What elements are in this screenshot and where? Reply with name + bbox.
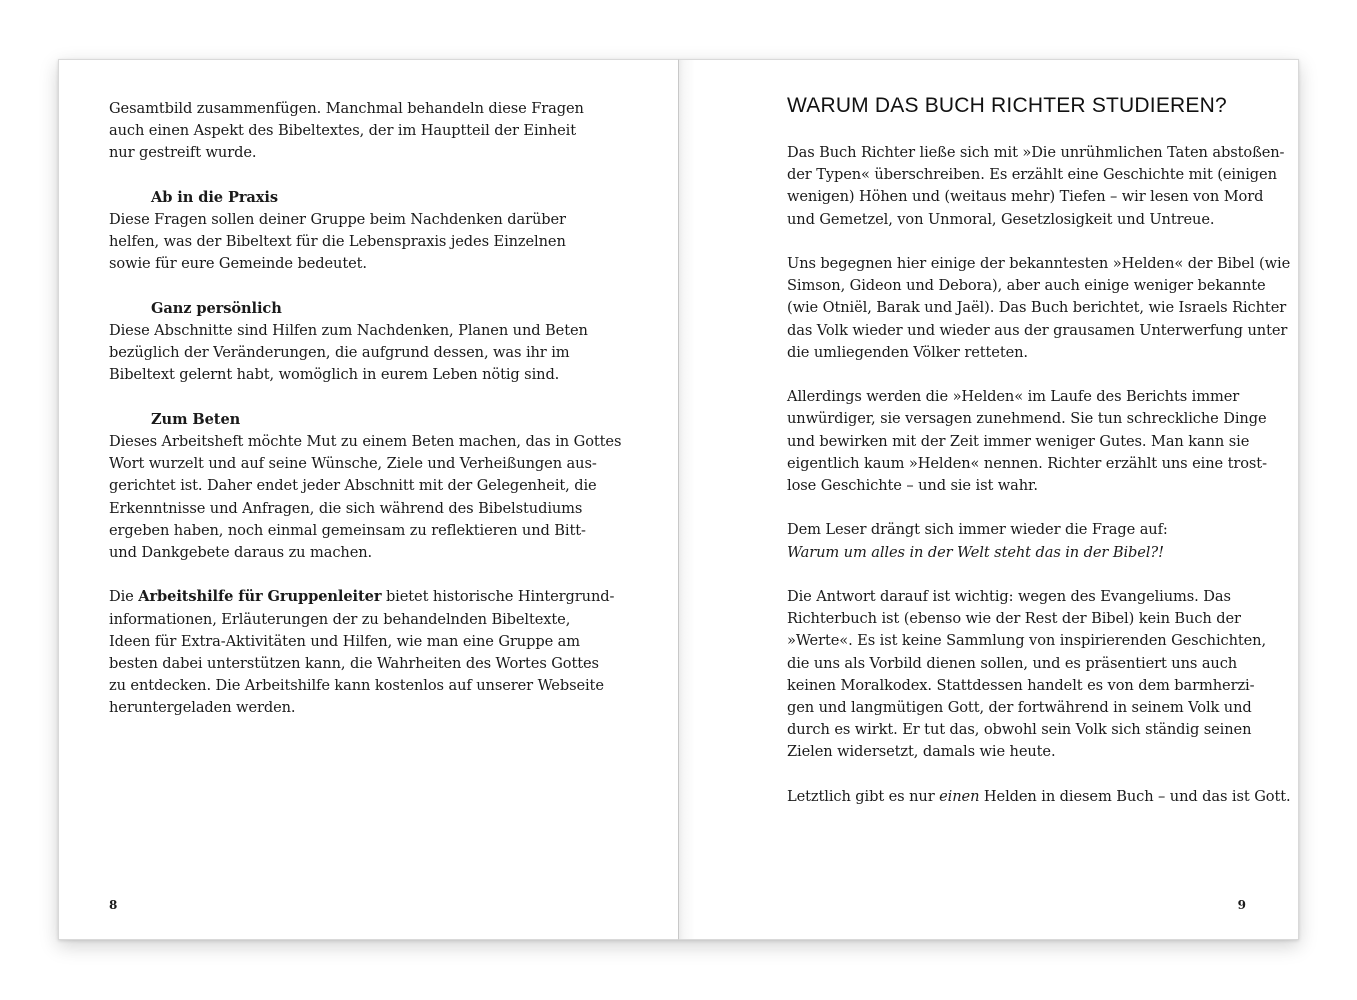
section-heading: Ganz persönlich [151,299,282,317]
left-page [58,59,678,940]
text-line: Simson, Gideon und Debora), aber auch einige weniger bekannte [787,277,1266,295]
right-page [678,59,1299,940]
paragraph [787,786,1291,808]
text-line: ergeben haben, noch einmal gemeinsam zu reflektieren und Bitt- [109,521,586,539]
left-page-body [109,98,622,742]
page-number: 9 [1237,898,1246,912]
page-title: WARUM DAS BUCH RICHTER STUDIEREN? [787,94,1227,117]
text-line: zu entdecken. Die Arbeitshilfe kann kostenlos auf unserer Webseite [109,677,604,695]
text-line: keinen Moralkodex. Stattdessen handelt es von dem barmherzi- [787,676,1255,694]
page-number: 8 [109,898,118,912]
text-line: durch es wirkt. Er tut das, obwohl sein Volk sich ständig seinen [787,721,1252,739]
text-line: sowie für eure Gemeinde bedeutet. [109,255,367,273]
text-line: (wie Otniël, Barak und Jaël). Das Buch berichtet, wie Israels Richter [787,299,1287,317]
text-line: Dem Leser drängt sich immer wieder die Frage auf: [787,521,1168,539]
text-line: die uns als Vorbild dienen sollen, und es präsentiert uns auch [787,654,1238,672]
text-line: und Gemetzel, von Unmoral, Gesetzlosigkeit und Untreue. [787,210,1215,228]
paragraph [787,142,1285,231]
paragraph [787,386,1267,497]
text-line: Richterbuch ist (ebenso wie der Rest der Bibel) kein Buch der [787,610,1241,628]
italic-emphasis: einen [939,787,980,805]
section-praxis [109,187,589,276]
text-fragment: Die [109,588,139,606]
text-line: Die Antwort darauf ist wichtig: wegen des Evangeliums. Das [787,588,1231,605]
section-persoenlich [109,298,589,387]
closing-paragraph [109,586,615,719]
paragraph [787,586,1267,764]
text-line: auch einen Aspekt des Bibeltextes, der im Hauptteil der Einheit [109,122,577,140]
text-line: Bibeltext gelernt habt, womöglich in eurem Leben nötig sind. [109,366,560,384]
text-fragment: Helden in diesem Buch – und das ist Gott. [979,787,1291,805]
text-line: informationen, Erläuterungen der zu behandelnden Bibeltexte, [109,610,571,628]
text-line: Diese Fragen sollen deiner Gruppe beim Nachdenken darüber [109,211,566,228]
text-line: der Typen« überschreiben. Es erzählt eine Geschichte mit (einigen [787,166,1277,184]
text-line: Das Buch Richter ließe sich mit »Die unrühmlichen Taten abstoßen- [787,144,1285,161]
text-fragment: Letztlich gibt es nur [787,787,940,805]
text-line: Gesamtbild zusammenfügen. Manchmal behandeln diese Fragen [109,100,584,117]
text-line: Wort wurzelt und auf seine Wünsche, Ziele und Verheißungen aus- [109,455,597,473]
text-line: die umliegenden Völker retteten. [787,343,1028,361]
text-line: und Dankgebete daraus zu machen. [109,544,373,562]
text-fragment: bietet historische Hintergrund- [381,588,615,606]
right-page-body [787,142,1291,830]
text-line: Diese Abschnitte sind Hilfen zum Nachdenken, Planen und Beten [109,322,588,339]
text-line: besten dabei unterstützen kann, die Wahrheiten des Wortes Gottes [109,655,599,673]
bold-term: Arbeitshilfe für Gruppenleiter [138,588,382,606]
text-line: Dieses Arbeitsheft möchte Mut zu einem Beten machen, das in Gottes [109,433,622,450]
text-line: »Werte«. Es ist keine Sammlung von inspirierenden Geschichten, [787,632,1267,650]
text-line: das Volk wieder und wieder aus der grausamen Unterwerfung unter [787,321,1288,339]
text-line: gen und langmütigen Gott, der fortwährend in seinem Volk und [787,699,1252,717]
section-heading: Zum Beten [151,410,241,428]
text-line: wenigen) Höhen und (weitaus mehr) Tiefen – wir lesen von Mord [787,188,1264,206]
intro-paragraph [109,98,589,165]
paragraph [787,519,1267,563]
text-line: bezüglich der Veränderungen, die aufgrund dessen, was ihr im [109,344,570,362]
text-line: Zielen widersetzt, damals wie heute. [787,743,1056,761]
text-line: unwürdiger, sie versagen zunehmend. Sie tun schreckliche Dinge [787,410,1267,428]
section-heading: Ab in die Praxis [151,188,278,206]
italic-question: Warum um alles in der Welt steht das in der Bibel?! [787,543,1164,561]
text-line: Erkenntnisse und Anfragen, die sich während des Bibelstudiums [109,499,583,517]
book-spread [58,59,1299,940]
text-line: heruntergeladen werden. [109,699,296,717]
paragraph [787,253,1291,364]
text-line: und bewirken mit der Zeit immer weniger Gutes. Man kann sie [787,432,1250,450]
text-line [787,786,1291,808]
section-beten [109,409,622,564]
text-line: gerichtet ist. Daher endet jeder Abschnitt mit der Gelegenheit, die [109,477,597,495]
text-line: eigentlich kaum »Helden« nennen. Richter erzählt uns eine trost- [787,454,1267,472]
text-line: lose Geschichte – und sie ist wahr. [787,477,1038,495]
text-line: Ideen für Extra-Aktivitäten und Hilfen, wie man eine Gruppe am [109,632,580,650]
text-line [109,586,615,608]
text-line: helfen, was der Bibeltext für die Lebenspraxis jedes Einzelnen [109,233,566,251]
text-line: Allerdings werden die »Helden« im Laufe des Berichts immer [787,388,1240,406]
text-line: nur gestreift wurde. [109,144,257,162]
text-line: Uns begegnen hier einige der bekanntesten »Helden« der Bibel (wie [787,255,1291,272]
